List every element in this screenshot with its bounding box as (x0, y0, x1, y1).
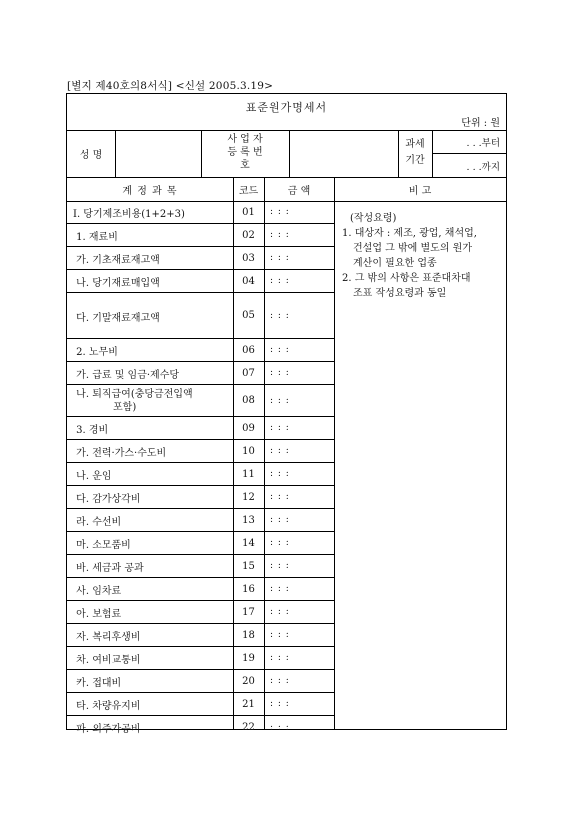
biz-no-field[interactable] (289, 130, 398, 177)
account-label: 자. 복리후생비 (73, 632, 141, 643)
table-row (67, 385, 506, 417)
code-cell: 22 (242, 722, 255, 733)
account-label: 바. 세금과 공과 (73, 563, 144, 574)
amount-field[interactable]: : : : (264, 201, 334, 224)
code-cell: 03 (233, 247, 264, 270)
amount-field[interactable]: : : : (264, 509, 334, 532)
amount-field[interactable]: : : : (264, 670, 334, 693)
biz-no-label-line2: 등 록 번 (227, 147, 263, 158)
biz-no-label-line3: 호 (240, 160, 250, 171)
table-row (67, 532, 506, 555)
account-label: 가. 기초재료재고액 (73, 255, 160, 266)
biz-no-label (201, 130, 289, 177)
table-row (67, 440, 506, 463)
form-caption: [별지 제40호의8서식] <신설 2005.3.19> (67, 80, 274, 92)
col-amount: 금 액 (287, 185, 311, 197)
tax-period-label-line2: 기간 (405, 155, 425, 166)
code-cell: 10 (233, 440, 264, 463)
code-cell: 12 (233, 486, 264, 509)
amount-field[interactable]: : : : (270, 722, 290, 733)
code-cell: 13 (233, 509, 264, 532)
account-label: 사. 임차료 (73, 586, 122, 597)
account-label: 라. 수선비 (73, 517, 122, 528)
account-label: 차. 여비교통비 (73, 655, 141, 666)
account-label: 가. 급료 및 임금·제수당 (73, 370, 180, 381)
period-from[interactable]: . . .부터 (466, 138, 500, 149)
code-cell: 08 (233, 385, 264, 417)
account-label: Ⅰ. 당기제조비용(1+2+3) (73, 209, 185, 220)
amount-field[interactable]: : : : (264, 601, 334, 624)
col-account: 계 정 과 목 (122, 185, 178, 197)
table-row (67, 339, 506, 362)
code-cell: 21 (233, 693, 264, 716)
remarks-line4: 2. 그 밖의 사항은 표준대차대 (342, 273, 471, 284)
code-cell: 15 (233, 555, 264, 578)
account-label: 나. 당기재료매입액 (73, 278, 160, 289)
table-row (67, 716, 506, 739)
account-label: 파. 외주가공비 (73, 724, 141, 735)
account-label: 타. 차량유지비 (73, 701, 141, 712)
code-cell: 04 (233, 270, 264, 293)
account-label: 카. 접대비 (73, 678, 122, 689)
table-row (67, 555, 506, 578)
amount-field[interactable]: : : : (264, 224, 334, 247)
code-cell: 07 (233, 362, 264, 385)
code-cell: 20 (233, 670, 264, 693)
amount-field[interactable]: : : : (264, 440, 334, 463)
account-label: 마. 소모품비 (73, 540, 131, 551)
code-cell: 11 (233, 463, 264, 486)
account-label: 2. 노무비 (73, 347, 118, 358)
account-label: 3. 경비 (73, 425, 109, 436)
remarks-heading: (작성요령) (350, 213, 397, 224)
title-row (67, 94, 506, 131)
account-label (73, 385, 229, 417)
code-cell: 18 (233, 624, 264, 647)
amount-field[interactable]: : : : (264, 555, 334, 578)
period-to[interactable]: . . .까지 (466, 162, 500, 173)
table-row (67, 463, 506, 486)
amount-field[interactable]: : : : (264, 270, 334, 293)
account-label: 다. 기말재료재고액 (73, 312, 160, 324)
table-row (67, 647, 506, 670)
account-label: 가. 전력·가스·수도비 (73, 448, 167, 459)
unit-label: 단위 : 원 (461, 118, 500, 129)
remarks-instructions (342, 211, 504, 301)
name-label: 성 명 (79, 150, 103, 161)
code-cell: 19 (233, 647, 264, 670)
name-field[interactable] (115, 130, 201, 177)
amount-field[interactable]: : : : (264, 647, 334, 670)
table-row (67, 693, 506, 716)
taxpayer-header (67, 130, 506, 178)
code-cell: 06 (233, 339, 264, 362)
table-row (67, 601, 506, 624)
remarks-line5: 조표 작성요령과 동일 (353, 288, 447, 299)
code-cell: 05 (233, 293, 264, 339)
table-row (67, 486, 506, 509)
account-label-line2: 포함) (113, 402, 137, 413)
amount-field[interactable]: : : : (264, 532, 334, 555)
amount-field[interactable]: : : : (264, 417, 334, 440)
account-label: 아. 보험료 (73, 609, 122, 620)
amount-field[interactable]: : : : (264, 385, 334, 417)
amount-field[interactable]: : : : (264, 362, 334, 385)
biz-no-label-line1: 사 업 자 (227, 134, 263, 145)
amount-field[interactable]: : : : (264, 293, 334, 339)
form-title: 표준원가명세서 (245, 101, 328, 114)
table-row (67, 362, 506, 385)
table-row (67, 624, 506, 647)
amount-field[interactable]: : : : (264, 624, 334, 647)
code-cell: 17 (233, 601, 264, 624)
amount-field[interactable]: : : : (264, 486, 334, 509)
account-label: 1. 재료비 (73, 232, 118, 243)
amount-field[interactable]: : : : (264, 247, 334, 270)
account-label-line1: 나. 퇴직급여(충당금전입액 (73, 389, 193, 400)
remarks-line1: 1. 대상자 : 제조, 광업, 채석업, (342, 228, 477, 239)
table-row (67, 670, 506, 693)
code-cell: 16 (233, 578, 264, 601)
account-label: 나. 운임 (73, 471, 112, 482)
account-label: 다. 감가상각비 (73, 494, 141, 505)
remarks-line2: 건설업 그 밖에 별도의 원가 (353, 243, 472, 254)
code-cell: 09 (233, 417, 264, 440)
amount-field[interactable]: : : : (264, 693, 334, 716)
column-header-row (67, 177, 506, 202)
col-code: 코드 (238, 185, 259, 197)
form-frame (66, 93, 507, 735)
table-row (67, 417, 506, 440)
remarks-line3: 계산이 필요한 업종 (353, 258, 437, 269)
amount-field[interactable]: : : : (264, 339, 334, 362)
tax-period-label-line1: 과세 (405, 139, 425, 150)
code-cell: 14 (233, 532, 264, 555)
code-cell: 01 (233, 201, 264, 224)
code-cell: 02 (233, 224, 264, 247)
amount-field[interactable]: : : : (264, 463, 334, 486)
table-row (67, 509, 506, 532)
amount-field[interactable]: : : : (264, 578, 334, 601)
table-row (67, 578, 506, 601)
col-remarks: 비 고 (408, 185, 432, 197)
tax-period-label (398, 130, 432, 177)
